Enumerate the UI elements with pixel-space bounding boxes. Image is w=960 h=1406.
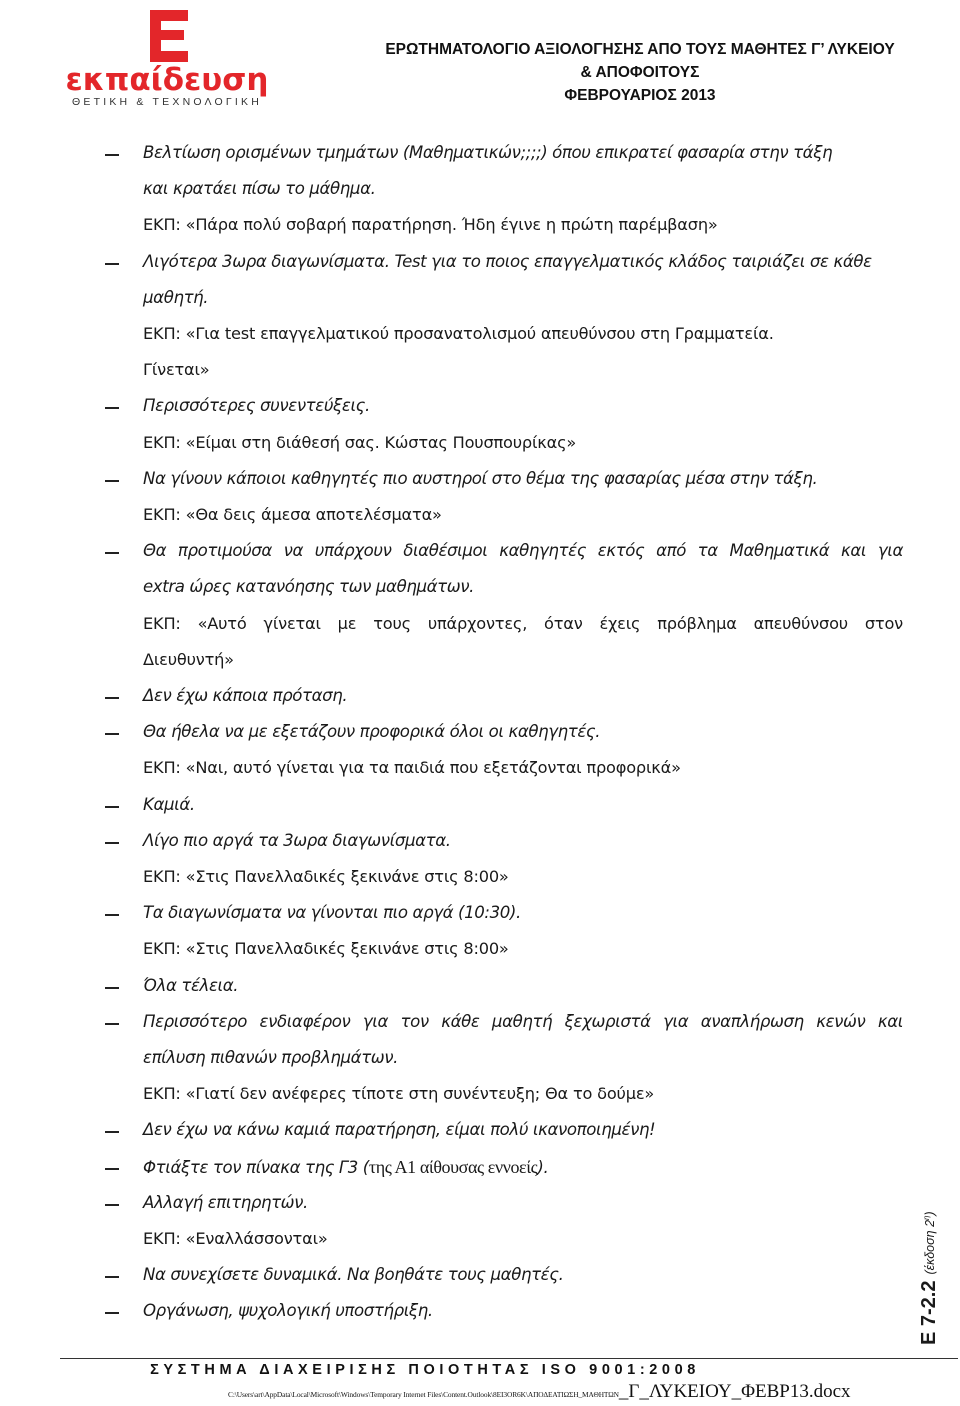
reply-line: ΕΚΠ: «Είμαι στη διάθεσή σας. Κώστας Πουσπουρίκας» (143, 433, 577, 452)
list-bullet-dash (105, 552, 119, 554)
list-bullet-dash (105, 697, 119, 699)
feedback-line: μαθητή. (143, 288, 209, 307)
list-bullet-dash (105, 733, 119, 735)
list-bullet-dash (105, 1131, 119, 1133)
feedback-line: Θα ήθελα να με εξετάζουν προφορικά όλοι οι καθηγητές. (143, 722, 601, 741)
logo-wordmark: εκπαίδευση (65, 62, 269, 98)
footer-path-prefix: C:\Users\art\AppData\Local\Microsoft\Windows\Temporary Internet Files\Content.Outlook\8EI3OR6K\ΑΠΟΔΕΑΤΙΩΣΗ_ΜΑΘΗΤΩΝ (228, 1390, 619, 1399)
feedback-line: Να συνεχίσετε δυναμικά. Να βοηθάτε τους μαθητές. (143, 1265, 564, 1284)
feedback-line: Τα διαγωνίσματα να γίνονται πιο αργά (10:30). (143, 903, 521, 922)
feedback-line: Περισσότερο ενδιαφέρον για τον κάθε μαθητή ξεχωριστά για αναπλήρωση κενών και (143, 1012, 903, 1031)
feedback-line: και κρατάει πίσω το μάθημα. (143, 179, 376, 198)
header-title-line: & ΑΠΟΦΟΙΤΟΥΣ (580, 64, 700, 81)
feedback-line: Βελτίωση ορισμένων τμημάτων (Μαθηματικών;;;;) όπου επικρατεί φασαρία στην τάξη (143, 143, 833, 162)
reply-line: ΕΚΠ: «Ναι, αυτό γίνεται για τα παιδιά που εξετάζονται προφορικά» (143, 758, 681, 777)
logo-subtitle: ΘΕΤΙΚΗ & ΤΕΧΝΟΛΟΓΙΚΗ (72, 96, 262, 108)
reply-line: ΕΚΠ: «Στις Πανελλαδικές ξεκινάνε στις 8:00» (143, 939, 509, 958)
document-edition: (έκδοση $2^\eta$) (921, 1211, 938, 1275)
feedback-line: Αλλαγή επιτηρητών. (143, 1193, 308, 1212)
feedback-line: Δεν έχω να κάνω καμιά παρατήρηση, είμαι πολύ ικανοποιημένη! (143, 1120, 656, 1139)
feedback-line: Να γίνουν κάποιοι καθηγητές πιο αυστηροί στο θέμα της φασαρίας μέσα στην τάξη. (143, 469, 818, 488)
list-bullet-dash (105, 914, 119, 916)
company-logo (62, 10, 272, 108)
footer-path-filename: _Γ_ΛΥΚΕΙΟΥ_ΦΕΒΡ13.docx (618, 1381, 851, 1402)
feedback-line: Όλα τέλεια. (143, 976, 239, 995)
reply-line: ΕΚΠ: «Θα δεις άμεσα αποτελέσματα» (143, 505, 442, 524)
header-title-line: ΦΕΒΡΟΥΑΡΙΟΣ 2013 (564, 87, 716, 104)
feedback-line: Θα προτιμούσα να υπάρχουν διαθέσιμοι καθηγητές εκτός από τα Μαθηματικά και για (143, 541, 903, 560)
footer-quality-system: ΣΥΣΤΗΜΑ ΔΙΑΧΕΙΡΙΣΗΣ ΠΟΙΟΤΗΤΑΣ ISO 9001:2008 (150, 1362, 700, 1378)
list-bullet-dash (105, 1312, 119, 1314)
document-code: Ε 7-2.2 (918, 1280, 940, 1345)
feedback-line: Λίγο πιο αργά τα 3ωρα διαγωνίσματα. (143, 831, 451, 850)
feedback-line: Περισσότερες συνεντεύξεις. (143, 396, 370, 415)
logo-e-mark-icon (150, 10, 188, 62)
feedback-line: Δεν έχω κάποια πρόταση. (143, 686, 348, 705)
list-bullet-dash (105, 480, 119, 482)
list-bullet-dash (105, 154, 119, 156)
list-bullet-dash (105, 987, 119, 989)
feedback-line: extra ώρες κατανόησης των μαθημάτων. (143, 577, 474, 596)
document-code-vertical (918, 1045, 948, 1345)
list-bullet-dash (105, 1168, 119, 1170)
list-bullet-dash (105, 1204, 119, 1206)
list-bullet-dash (105, 842, 119, 844)
reply-line: ΕΚΠ: «Γιατί δεν ανέφερες τίποτε στη συνέντευξη; Θα το δούμε» (143, 1084, 655, 1103)
list-bullet-dash (105, 806, 119, 808)
reply-line: ΕΚΠ: «Πάρα πολύ σοβαρή παρατήρηση. Ήδη έγινε η πρώτη παρέμβαση» (143, 215, 718, 234)
footer-divider (60, 1358, 958, 1359)
reply-line: Γίνεται» (143, 360, 210, 379)
feedback-line: Οργάνωση, ψυχολογική υποστήριξη. (143, 1301, 433, 1320)
reply-line: ΕΚΠ: «Εναλλάσσονται» (143, 1229, 328, 1248)
reply-line: ΕΚΠ: «Για test επαγγελματικού προσανατολισμού απευθύνσου στη Γραμματεία. (143, 324, 774, 343)
reply-line: ΕΚΠ: «Αυτό γίνεται με τους υπάρχοντες, όταν έχεις πρόβλημα απευθύνσου στον (143, 614, 903, 633)
list-bullet-dash (105, 1023, 119, 1025)
feedback-line: Λιγότερα 3ωρα διαγωνίσματα. Test για το ποιος επαγγελματικός κλάδος ταιριάζει σε κάθε (143, 252, 872, 271)
feedback-line: Φτιάξτε τον πίνακα της Γ3 (της Α1 αίθουσας εννοείς). (143, 1157, 549, 1177)
feedback-line: Καμιά. (143, 795, 195, 814)
document-header-title (330, 38, 950, 107)
reply-line: ΕΚΠ: «Στις Πανελλαδικές ξεκινάνε στις 8:00» (143, 867, 509, 886)
feedback-line: επίλυση πιθανών προβλημάτων. (143, 1048, 399, 1067)
reply-line: Διευθυντή» (143, 650, 234, 669)
list-bullet-dash (105, 407, 119, 409)
list-bullet-dash (105, 1276, 119, 1278)
list-bullet-dash (105, 263, 119, 265)
header-title-line: ΕΡΩΤΗΜΑΤΟΛΟΓΙΟ ΑΞΙΟΛΟΓΗΣΗΣ ΑΠΟ ΤΟΥΣ ΜΑΘΗΤΕΣ Γ’ ΛΥΚΕΙΟΥ (385, 41, 895, 58)
footer-file-path (228, 1381, 928, 1406)
